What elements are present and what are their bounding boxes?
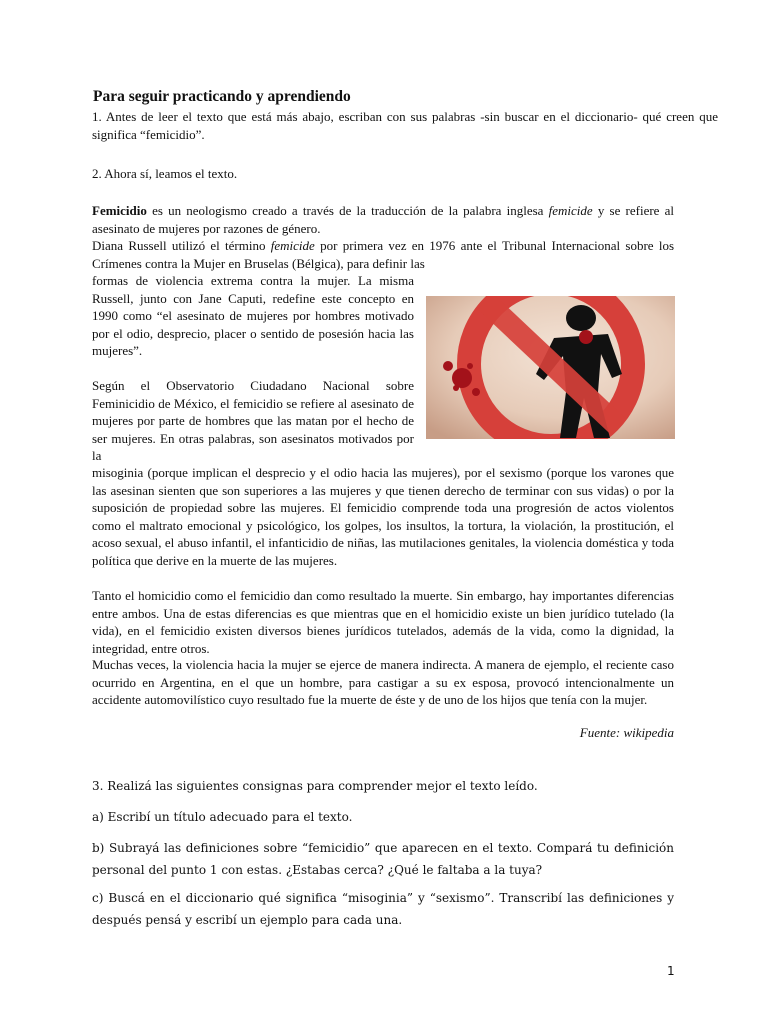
page-title: Para seguir practicando y aprendiendo (93, 88, 351, 105)
prohibition-sign-icon (426, 296, 675, 439)
term-femicidio: Femicidio (92, 203, 147, 218)
term-femicide: femicide (548, 203, 593, 218)
paragraph-definition: Femicidio es un neologismo creado a través de la traducción de la palabra inglesa femicide y se refiere al asesinato de mujeres por razones de género. (92, 203, 674, 236)
question-3c: c) Buscá en el diccionario qué significa “misoginia” y “sexismo”. Transcribí las definiciones y después pensá y escribí un ejemplo para cada una. (92, 891, 674, 927)
question-3-intro: 3. Realizá las siguientes consignas para comprender mejor el texto leído. (92, 779, 538, 793)
question-2: 2. Ahora sí, leamos el texto. (92, 166, 238, 181)
paragraph-russell-continued: formas de violencia extrema contra la mujer. La misma Russell, junto con Jane Caputi, redefine este concepto en 1990 como “el asesinato de mujeres por hombres motivado por el odio, desprecio, placer o sentido de posesión hacia las mujeres”. (92, 273, 414, 358)
question-1: 1. Antes de leer el texto que está más abajo, escriban con sus palabras -sin buscar en el diccionario- qué creen que significa “femicidio”. (92, 109, 718, 142)
paragraph-violencia-indirecta: Muchas veces, la violencia hacia la mujer se ejerce de manera indirecta. A manera de ejemplo, el reciente caso ocurrido en Argentina, en el que un hombre, para castigar a su ex esposa, provocó intencionalmente un accidente automovilístico cuyo resultado fue la muerte de éste y de uno de los hijos que tenía con la mujer. (92, 657, 674, 707)
source-citation: Fuente: wikipedia (579, 725, 674, 740)
question-3b: b) Subrayá las definiciones sobre “femicidio” que aparecen en el texto. Compará tu definición personal del punto 1 con estas. ¿Estabas cerca? ¿Qué le faltaba a la tuya? (92, 841, 674, 877)
page-number: 1 (667, 964, 675, 978)
question-3a: a) Escribí un título adecuado para el texto. (92, 810, 353, 824)
no-violence-sign-image (426, 296, 675, 439)
paragraph-russell: Diana Russell utilizó el término femicide por primera vez en 1976 ante el Tribunal Internacional sobre los Crímenes contra la Mujer en Bruselas (Bélgica), para definir las (92, 238, 675, 271)
paragraph-misoginia: misoginia (porque implican el desprecio y el odio hacia las mujeres), por el sexismo (porque los varones que las asesinan sienten que son superiores a las mujeres y que tienen derecho de terminar con sus vidas) o por la suposición de propiedad sobre las mujeres. El femicidio comprende toda una progresión de actos violentos como el maltrato emocional y psicológico, los golpes, los insultos, la tortura, la violación, la prostitución, el acoso sexual, el abuso infantil, el infanticidio de niñas, las mutilaciones genitales, la violencia doméstica y toda política que derive en la muerte de las mujeres. (92, 465, 674, 568)
paragraph-homicidio: Tanto el homicidio como el femicidio dan como resultado la muerte. Sin embargo, hay importantes diferencias entre ambos. Una de estas diferencias es que mientras que en el homicidio existe un bien jurídico tutelado (la vida), en el femicidio existen diversos bienes jurídicos tutelados, además de la vida, como la dignidad, la integridad, entre otros. (92, 588, 674, 656)
paragraph-observatorio: Según el Observatorio Ciudadano Nacional sobre Feminicidio de México, el femicidio se refiere al asesinato de mujeres por parte de hombres que las matan por el hecho de ser mujeres. En otras palabras, son asesinatos motivados por la (92, 378, 414, 463)
